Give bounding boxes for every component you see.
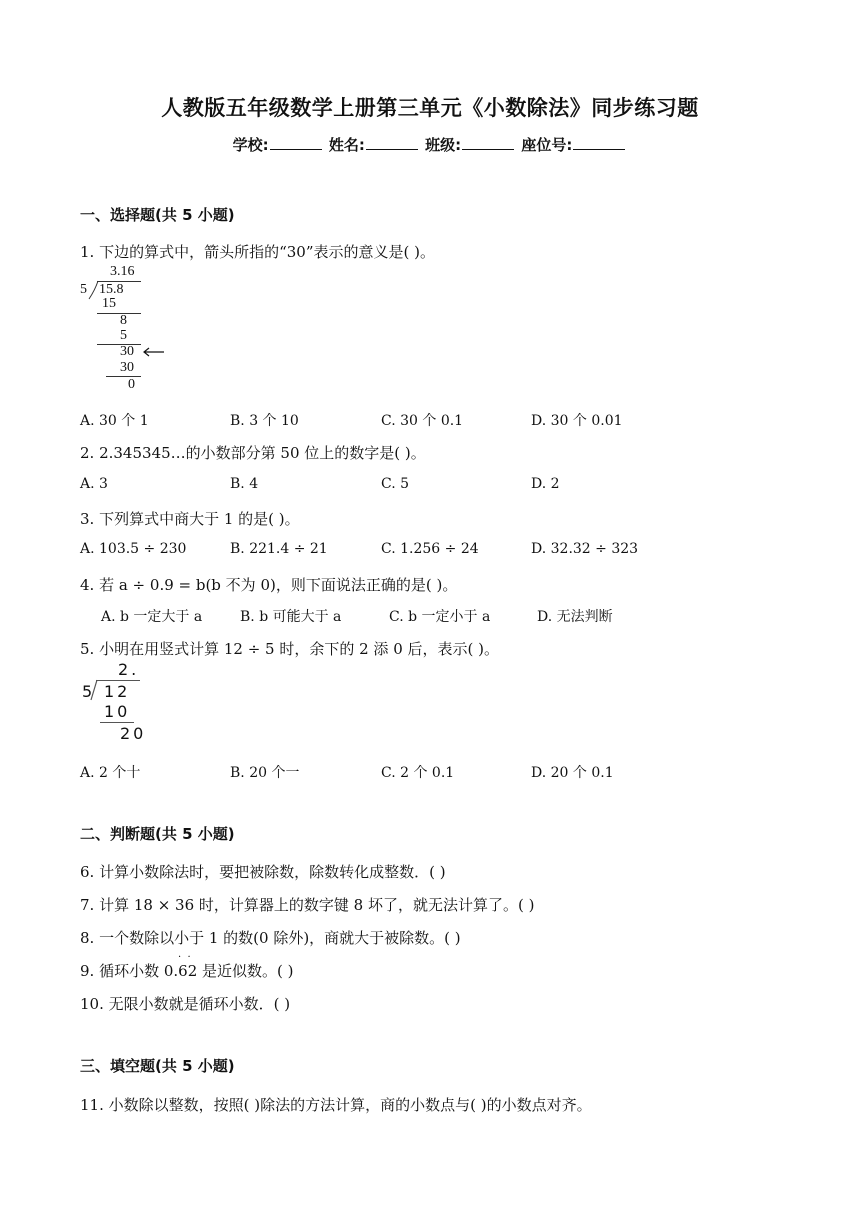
question-5: 5. 小明在用竖式计算 12 ÷ 5 时，余下的 2 添 0 后，表示( )。 [80, 640, 499, 658]
question-9: 9. 循环小数 0.62 是近似数。( ) [80, 962, 294, 980]
ld2-row: 10 [104, 702, 131, 721]
question-7: 7. 计算 18 × 36 时，计算器上的数字键 8 坏了，就无法计算了。( ) [80, 896, 535, 914]
question-1: 1. 下边的算式中，箭头所指的“30”表示的意义是( )。 [80, 243, 435, 261]
q1-option-b[interactable]: B. 3 个 10 [230, 413, 299, 429]
question-4: 4. 若 a ÷ 0.9 = b(b 不为 0)，则下面说法正确的是( )。 [80, 576, 458, 594]
seat-blank[interactable] [573, 135, 625, 150]
ld1-row: 30 [120, 360, 134, 375]
school-label: 学校: [232, 136, 269, 154]
q5-option-c[interactable]: C. 2 个 0.1 [381, 765, 455, 781]
name-label: 姓名: [328, 136, 365, 154]
ld2-quotient: 2. [118, 660, 140, 679]
arrow-left-icon [142, 346, 166, 358]
question-6: 6. 计算小数除法时，要把被除数，除数转化成整数．( ) [80, 863, 446, 881]
ld1-divisor: 5 [80, 282, 87, 297]
ld1-row: 5 [120, 328, 127, 343]
class-label: 班级: [425, 136, 462, 154]
question-3: 3. 下列算式中商大于 1 的是( )。 [80, 510, 300, 528]
q3-option-d[interactable]: D. 32.32 ÷ 323 [531, 541, 639, 557]
q5-option-b[interactable]: B. 20 个一 [230, 765, 300, 781]
seat-label: 座位号: [521, 136, 573, 154]
section-title-fill: 三、填空题(共 5 小题) [80, 1057, 235, 1075]
ld1-dividend: 15.8 [99, 282, 124, 297]
school-blank[interactable] [270, 135, 322, 150]
q2-option-a[interactable]: A. 3 [80, 476, 108, 492]
long-division-2 [82, 660, 162, 750]
question-2: 2. 2.345345…的小数部分第 50 位上的数字是( )。 [80, 444, 426, 462]
ld2-dividend: 12 [104, 682, 131, 701]
section-title-judge: 二、判断题(共 5 小题) [80, 825, 235, 843]
ld1-row-target: 30 [120, 344, 134, 359]
ld1-row: 15 [102, 296, 116, 311]
q4-option-b[interactable]: B. b 可能大于 a [240, 609, 342, 625]
long-division-1 [80, 262, 190, 397]
student-info-line [0, 134, 860, 155]
class-blank[interactable] [462, 135, 514, 150]
ld1-row: 8 [120, 313, 127, 328]
page-title: 人教版五年级数学上册第三单元《小数除法》同步练习题 [161, 96, 699, 120]
ld2-divisor: 5 [82, 682, 96, 701]
question-11: 11. 小数除以整数，按照( )除法的方法计算，商的小数点与( )的小数点对齐。 [80, 1096, 592, 1114]
ld1-quotient: 3.16 [110, 264, 135, 279]
q3-option-a[interactable]: A. 103.5 ÷ 230 [80, 541, 187, 557]
ld1-row: 0 [128, 377, 135, 392]
section-title-choice: 一、选择题(共 5 小题) [80, 206, 235, 224]
name-blank[interactable] [366, 135, 418, 150]
q2-option-c[interactable]: C. 5 [381, 476, 410, 492]
q2-option-b[interactable]: B. 4 [230, 476, 259, 492]
q1-option-a[interactable]: A. 30 个 1 [80, 413, 149, 429]
repeating-dot-mark: · · [178, 952, 191, 963]
q5-option-d[interactable]: D. 20 个 0.1 [531, 765, 614, 781]
ld2-row: 20 [120, 724, 147, 743]
q1-option-d[interactable]: D. 30 个 0.01 [531, 413, 623, 429]
question-8: 8. 一个数除以小于 1 的数(0 除外)，商就大于被除数。( ) [80, 929, 461, 947]
q3-option-c[interactable]: C. 1.256 ÷ 24 [381, 541, 479, 557]
q4-option-c[interactable]: C. b 一定小于 a [389, 609, 491, 625]
q5-option-a[interactable]: A. 2 个十 [80, 765, 141, 781]
question-10: 10. 无限小数就是循环小数．( ) [80, 995, 291, 1013]
q3-option-b[interactable]: B. 221.4 ÷ 21 [230, 541, 328, 557]
q4-option-d[interactable]: D. 无法判断 [537, 609, 613, 625]
q1-option-c[interactable]: C. 30 个 0.1 [381, 413, 464, 429]
q4-option-a[interactable]: A. b 一定大于 a [101, 609, 203, 625]
q2-option-d[interactable]: D. 2 [531, 476, 560, 492]
